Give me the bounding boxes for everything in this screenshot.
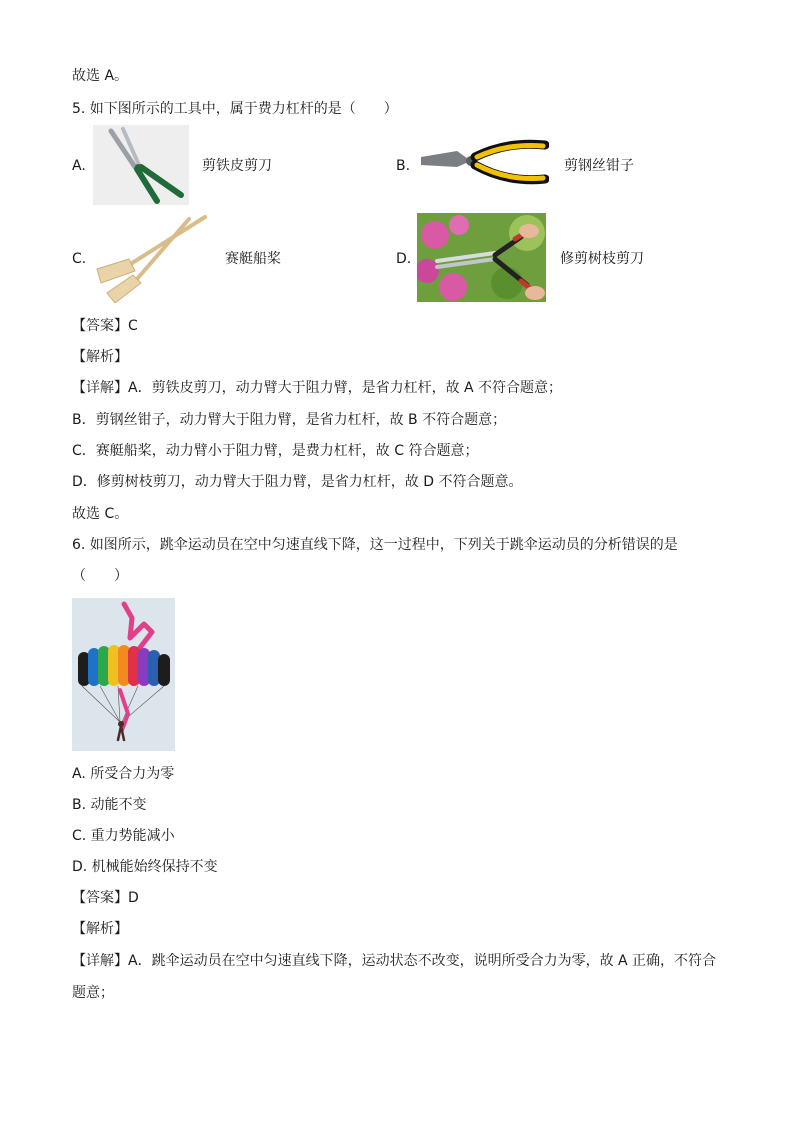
answer-tag: 【答案】 [72, 318, 128, 334]
q5-explanation-d: D．修剪树枝剪刀，动力臂大于阻力臂，是省力杠杆，故 D 不符合题意。 [72, 474, 523, 490]
q6-explanation-line1 [72, 951, 716, 971]
q5-conclusion: 故选 C。 [72, 506, 129, 522]
q5-answer [72, 316, 138, 336]
explanation-text: A．剪铁皮剪刀，动力臂大于阻力臂，是省力杠杆，故 A 不符合题意； [128, 380, 563, 396]
q6-option-a: A. 所受合力为零 [72, 766, 175, 782]
q5-option-a-label: 剪铁皮剪刀 [202, 158, 272, 174]
parachutist-icon [72, 598, 175, 751]
q5-option-a-letter: A. [72, 158, 86, 174]
q5-option-d-letter: D. [396, 251, 412, 267]
q6-analysis-tag: 【解析】 [72, 921, 128, 937]
hedge-shears-icon [417, 213, 546, 302]
answer-value: C [128, 318, 138, 334]
q5-option-d-label: 修剪树枝剪刀 [560, 251, 644, 267]
q6-stem-line1: 6. 如图所示，跳伞运动员在空中匀速直线下降，这一过程中，下列关于跳伞运动员的分析错误的是 [72, 537, 678, 553]
answer-value: D [128, 890, 139, 906]
q5-explanation-c: C．赛艇船桨，动力臂小于阻力臂，是费力杠杆，故 C 符合题意； [72, 443, 479, 459]
q6-stem-line2: （ ） [72, 568, 128, 584]
prev-conclusion: 故选 A。 [72, 68, 129, 84]
q6-option-c: C. 重力势能减小 [72, 828, 175, 844]
oars-icon [93, 213, 211, 303]
pliers-icon [417, 135, 549, 190]
q5-option-c-label: 赛艇船桨 [225, 251, 281, 267]
q5-stem: 5. 如下图所示的工具中，属于费力杠杆的是（ ） [72, 101, 398, 117]
q5-option-b-label: 剪钢丝钳子 [564, 158, 634, 174]
tin-snips-icon [93, 125, 189, 205]
q5-analysis-tag: 【解析】 [72, 349, 128, 365]
q5-explanation-b: B．剪钢丝钳子，动力臂大于阻力臂，是省力杠杆，故 B 不符合题意； [72, 412, 507, 428]
q5-explanation-a [72, 378, 562, 398]
q6-explanation-line2: 题意； [72, 985, 114, 1001]
q6-option-b: B. 动能不变 [72, 797, 147, 813]
detail-tag: 【详解】 [72, 380, 128, 396]
q6-answer [72, 888, 139, 908]
explanation-text: A．跳伞运动员在空中匀速直线下降，运动状态不改变，说明所受合力为零，故 A 正确，不符合 [128, 953, 717, 969]
q5-option-b-letter: B. [396, 158, 411, 174]
answer-tag: 【答案】 [72, 890, 128, 906]
q5-option-c-letter: C. [72, 251, 87, 267]
q6-option-d: D. 机械能始终保持不变 [72, 859, 218, 875]
detail-tag: 【详解】 [72, 953, 128, 969]
